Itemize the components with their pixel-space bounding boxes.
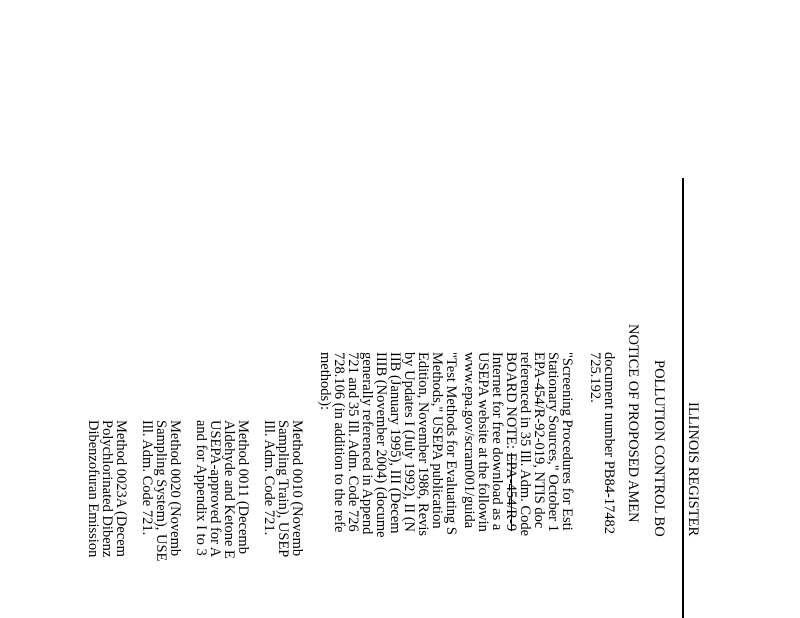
screening-paragraph: [462, 352, 574, 536]
screening-line: Stationary Sources," October 1: [545, 352, 561, 532]
header-rule: [682, 178, 684, 618]
intro-line: document number PB84-17482: [601, 352, 617, 535]
screening-line: www.epa.gov/scram001/guida: [461, 352, 477, 529]
screening-line: "Screening Procedures for Esti: [559, 352, 575, 531]
screening-line: USEPA website at the followin: [475, 352, 491, 532]
method-line: Method 0020 (Novemb: [167, 420, 183, 557]
method-0023a-entry: [86, 420, 128, 557]
method-0010-entry: [262, 420, 304, 557]
test-methods-paragraph: [318, 352, 458, 538]
method-line: Polychlorinated Dibenz: [99, 420, 115, 558]
register-title-block: [686, 402, 700, 536]
method-0011-entry: [194, 420, 250, 559]
method-0020-entry: [140, 420, 182, 561]
intro-block: [588, 352, 616, 534]
method-line: Ill. Adm. Code 721.: [139, 420, 155, 536]
method-line: Aldehyde and Ketone E: [221, 420, 237, 559]
method-line: and for Appendix I to 3: [193, 420, 209, 556]
screening-line: EPA-454/R-92-019, NTIS doc: [531, 352, 547, 529]
screening-line: Internet for free download as a: [489, 352, 505, 531]
board-line: POLLUTION CONTROL BO: [651, 360, 667, 537]
method-line: Method 0010 (Novemb: [289, 420, 305, 557]
test-methods-line: Edition, November 1986, Revis: [415, 352, 431, 537]
method-line: Method 0023A (Decem: [113, 420, 129, 557]
test-methods-line: "Test Methods for Evaluating S: [443, 352, 459, 535]
board-note-struck: EPA-454/R-9: [503, 452, 519, 532]
screening-line: referenced in 35 Ill. Adm. Code: [517, 352, 533, 537]
register-title: ILLINOIS REGISTER: [685, 402, 701, 537]
method-line: Sampling Train), USEP: [275, 420, 291, 558]
intro-line: 725.192.: [587, 352, 603, 403]
board-note-line: [504, 352, 518, 536]
notice-line: NOTICE OF PROPOSED AMEN: [625, 324, 641, 523]
notice-line-block: [626, 324, 640, 523]
method-line: Method 0011 (Decemb: [235, 420, 251, 554]
test-methods-line: generally referenced in Append: [359, 352, 375, 535]
test-methods-line: IIIB (November 2004) (docume: [373, 352, 389, 538]
test-methods-line: 728.106 (in addition to the refe: [331, 352, 347, 533]
test-methods-line: Methods," USEPA publication: [429, 352, 445, 529]
board-note-prefix: BOARD NOTE:: [503, 352, 519, 453]
test-methods-line: methods):: [317, 352, 333, 410]
method-line: Dibenzofuran Emission: [85, 420, 101, 558]
test-methods-line: 721 and 35 Ill. Adm. Code 726: [345, 352, 361, 532]
method-line: Sampling System), USE: [153, 420, 169, 562]
method-line: Ill. Adm. Code 721.: [261, 420, 277, 536]
board-line-block: [652, 360, 666, 537]
test-methods-line: by Updates I (July 1992), II (N: [401, 352, 417, 533]
test-methods-line: IIB (January 1995), III (Decem: [387, 352, 403, 534]
method-line: USEPA-approved for A: [207, 420, 223, 558]
